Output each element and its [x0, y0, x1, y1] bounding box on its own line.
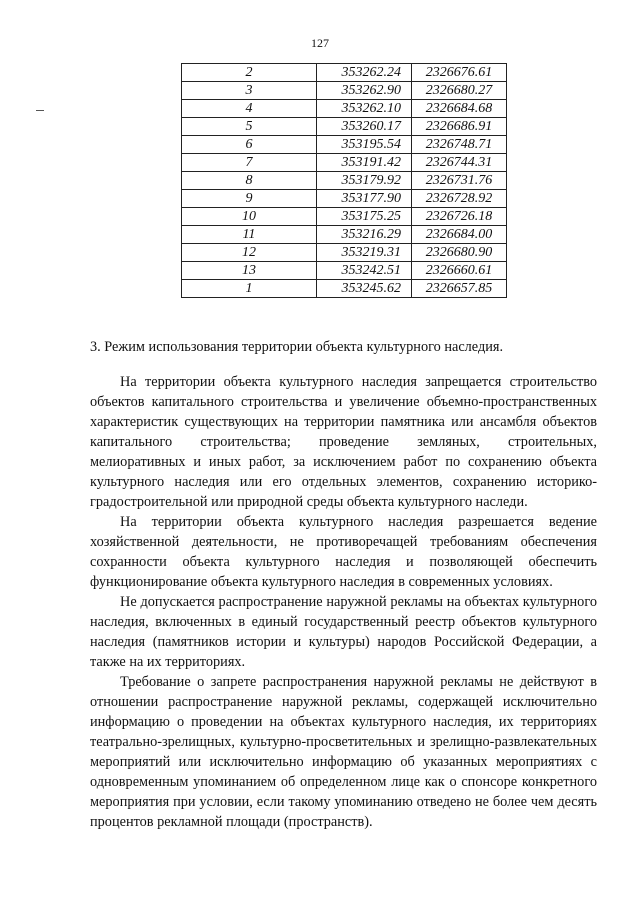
y-coordinate: 2326744.31	[411, 154, 506, 172]
x-coordinate: 353175.25	[316, 208, 411, 226]
x-coordinate: 353195.54	[316, 136, 411, 154]
paragraph: Требование о запрете распространения наружной рекламы не действуют в отношении распространение наружной рекламы, содержащей исключительно информацию о проведении на объектах культурного наследия, их территориях театрально-зрелищных, культурно-просветительных и зрелищно-развлекательных мероприятий или исключительно информацию об указанных мероприятиях с одновременным упоминанием об определенном лице как о спонсоре конкретного мероприятия при условии, если такому упоминанию отведено не более чем десять процентов рекламной площади (пространств).	[90, 674, 597, 830]
y-coordinate: 2326657.85	[411, 280, 506, 298]
x-coordinate: 353177.90	[316, 190, 411, 208]
point-number: 7	[182, 154, 317, 172]
paragraph: На территории объекта культурного наследия запрещается строительство объектов капитального строительства и увеличение объемно-пространственных характеристик существующих на территории памятника или ансамбля объектов капитального строительства; проведение земляных, строительных, мелиоративных и иных работ, за исключением работ по сохранению объекта культурного наследия или его отдельных элементов, сохранению историко-градостроительной или природной среды объекта культурного наследи.	[90, 374, 597, 510]
table-row	[182, 64, 507, 82]
table-row	[182, 100, 507, 118]
point-number: 11	[182, 226, 317, 244]
table-row	[182, 154, 507, 172]
paragraph: Не допускается распространение наружной рекламы на объектах культурного наследия, включенных в единый государственный реестр объектов культурного наследия (памятников истории и культуры) народов Российской Федерации, а также на их территориях.	[90, 594, 597, 670]
y-coordinate: 2326684.00	[411, 226, 506, 244]
x-coordinate: 353219.31	[316, 244, 411, 262]
point-number: 13	[182, 262, 317, 280]
point-number: 2	[182, 64, 317, 82]
point-number: 3	[182, 82, 317, 100]
point-number: 6	[182, 136, 317, 154]
x-coordinate: 353242.51	[316, 262, 411, 280]
x-coordinate: 353245.62	[316, 280, 411, 298]
y-coordinate: 2326726.18	[411, 208, 506, 226]
table-row	[182, 172, 507, 190]
table-row	[182, 262, 507, 280]
section-body	[90, 372, 597, 832]
coordinates-table-body	[182, 64, 507, 298]
point-number: 1	[182, 280, 317, 298]
x-coordinate: 353191.42	[316, 154, 411, 172]
point-number: 10	[182, 208, 317, 226]
table-row	[182, 136, 507, 154]
section-heading: 3. Режим использования территории объекта культурного наследия.	[90, 339, 504, 355]
x-coordinate: 353260.17	[316, 118, 411, 136]
x-coordinate: 353216.29	[316, 226, 411, 244]
point-number: 4	[182, 100, 317, 118]
coordinates-table	[181, 63, 507, 298]
margin-mark	[36, 110, 44, 111]
table-row	[182, 226, 507, 244]
table-row	[182, 244, 507, 262]
x-coordinate: 353262.10	[316, 100, 411, 118]
table-row	[182, 190, 507, 208]
y-coordinate: 2326728.92	[411, 190, 506, 208]
page-number: 127	[311, 36, 329, 50]
y-coordinate: 2326731.76	[411, 172, 506, 190]
y-coordinate: 2326686.91	[411, 118, 506, 136]
table-row	[182, 208, 507, 226]
table-row	[182, 280, 507, 298]
y-coordinate: 2326680.90	[411, 244, 506, 262]
y-coordinate: 2326676.61	[411, 64, 506, 82]
point-number: 9	[182, 190, 317, 208]
table-row	[182, 118, 507, 136]
y-coordinate: 2326680.27	[411, 82, 506, 100]
point-number: 8	[182, 172, 317, 190]
table-row	[182, 82, 507, 100]
y-coordinate: 2326684.68	[411, 100, 506, 118]
x-coordinate: 353262.24	[316, 64, 411, 82]
point-number: 12	[182, 244, 317, 262]
y-coordinate: 2326660.61	[411, 262, 506, 280]
paragraph: На территории объекта культурного наследия разрешается ведение хозяйственной деятельности, не противоречащей требованиям обеспечения сохранности объекта культурного наследия и позволяющей обеспечить функционирование объекта культурного наследия в современных условиях.	[90, 514, 597, 590]
y-coordinate: 2326748.71	[411, 136, 506, 154]
point-number: 5	[182, 118, 317, 136]
x-coordinate: 353262.90	[316, 82, 411, 100]
x-coordinate: 353179.92	[316, 172, 411, 190]
